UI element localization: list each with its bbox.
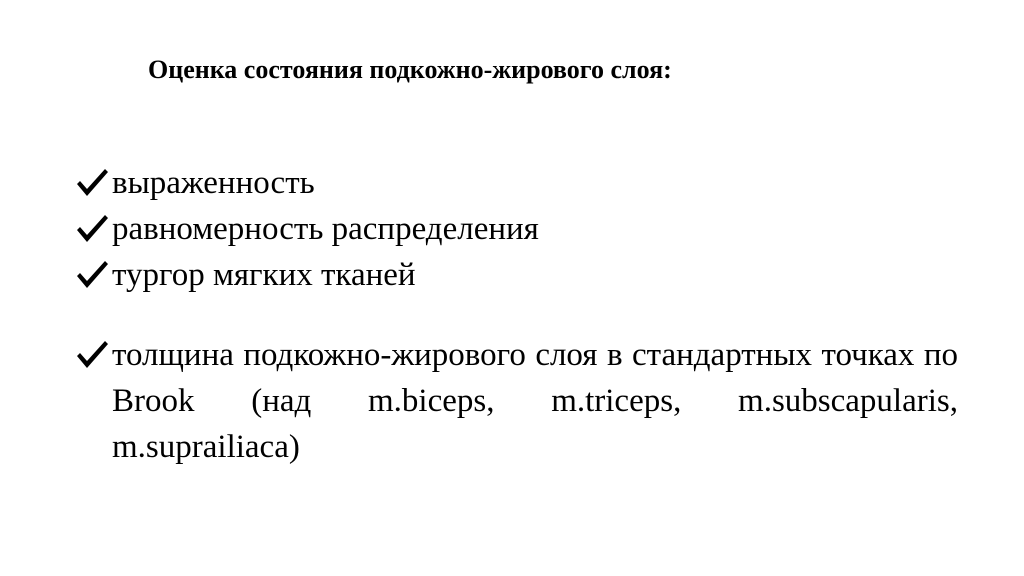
bullet-item-turgor xyxy=(74,252,958,298)
bullet-text: выраженность xyxy=(112,165,315,201)
checkmark-icon xyxy=(74,338,110,372)
bullet-item-distribution xyxy=(74,206,958,252)
bullet-item-expression xyxy=(74,160,958,206)
criteria-list xyxy=(74,160,958,298)
checkmark-icon xyxy=(74,166,110,200)
checkmark-icon xyxy=(74,258,110,292)
bullet-text: толщина подкожно-жирового слоя в стандартных точках по Brook (над m.biceps, m.triceps, m.subscapularis, m.suprailiaca) xyxy=(112,337,958,465)
slide-title: Оценка состояния подкожно-жирового слоя: xyxy=(148,55,672,84)
bullet-item-thickness xyxy=(74,332,958,470)
bullet-text: тургор мягких тканей xyxy=(112,257,416,293)
checkmark-icon xyxy=(74,212,110,246)
bullet-text: равномерность распределения xyxy=(112,211,539,247)
thickness-list xyxy=(74,332,958,470)
